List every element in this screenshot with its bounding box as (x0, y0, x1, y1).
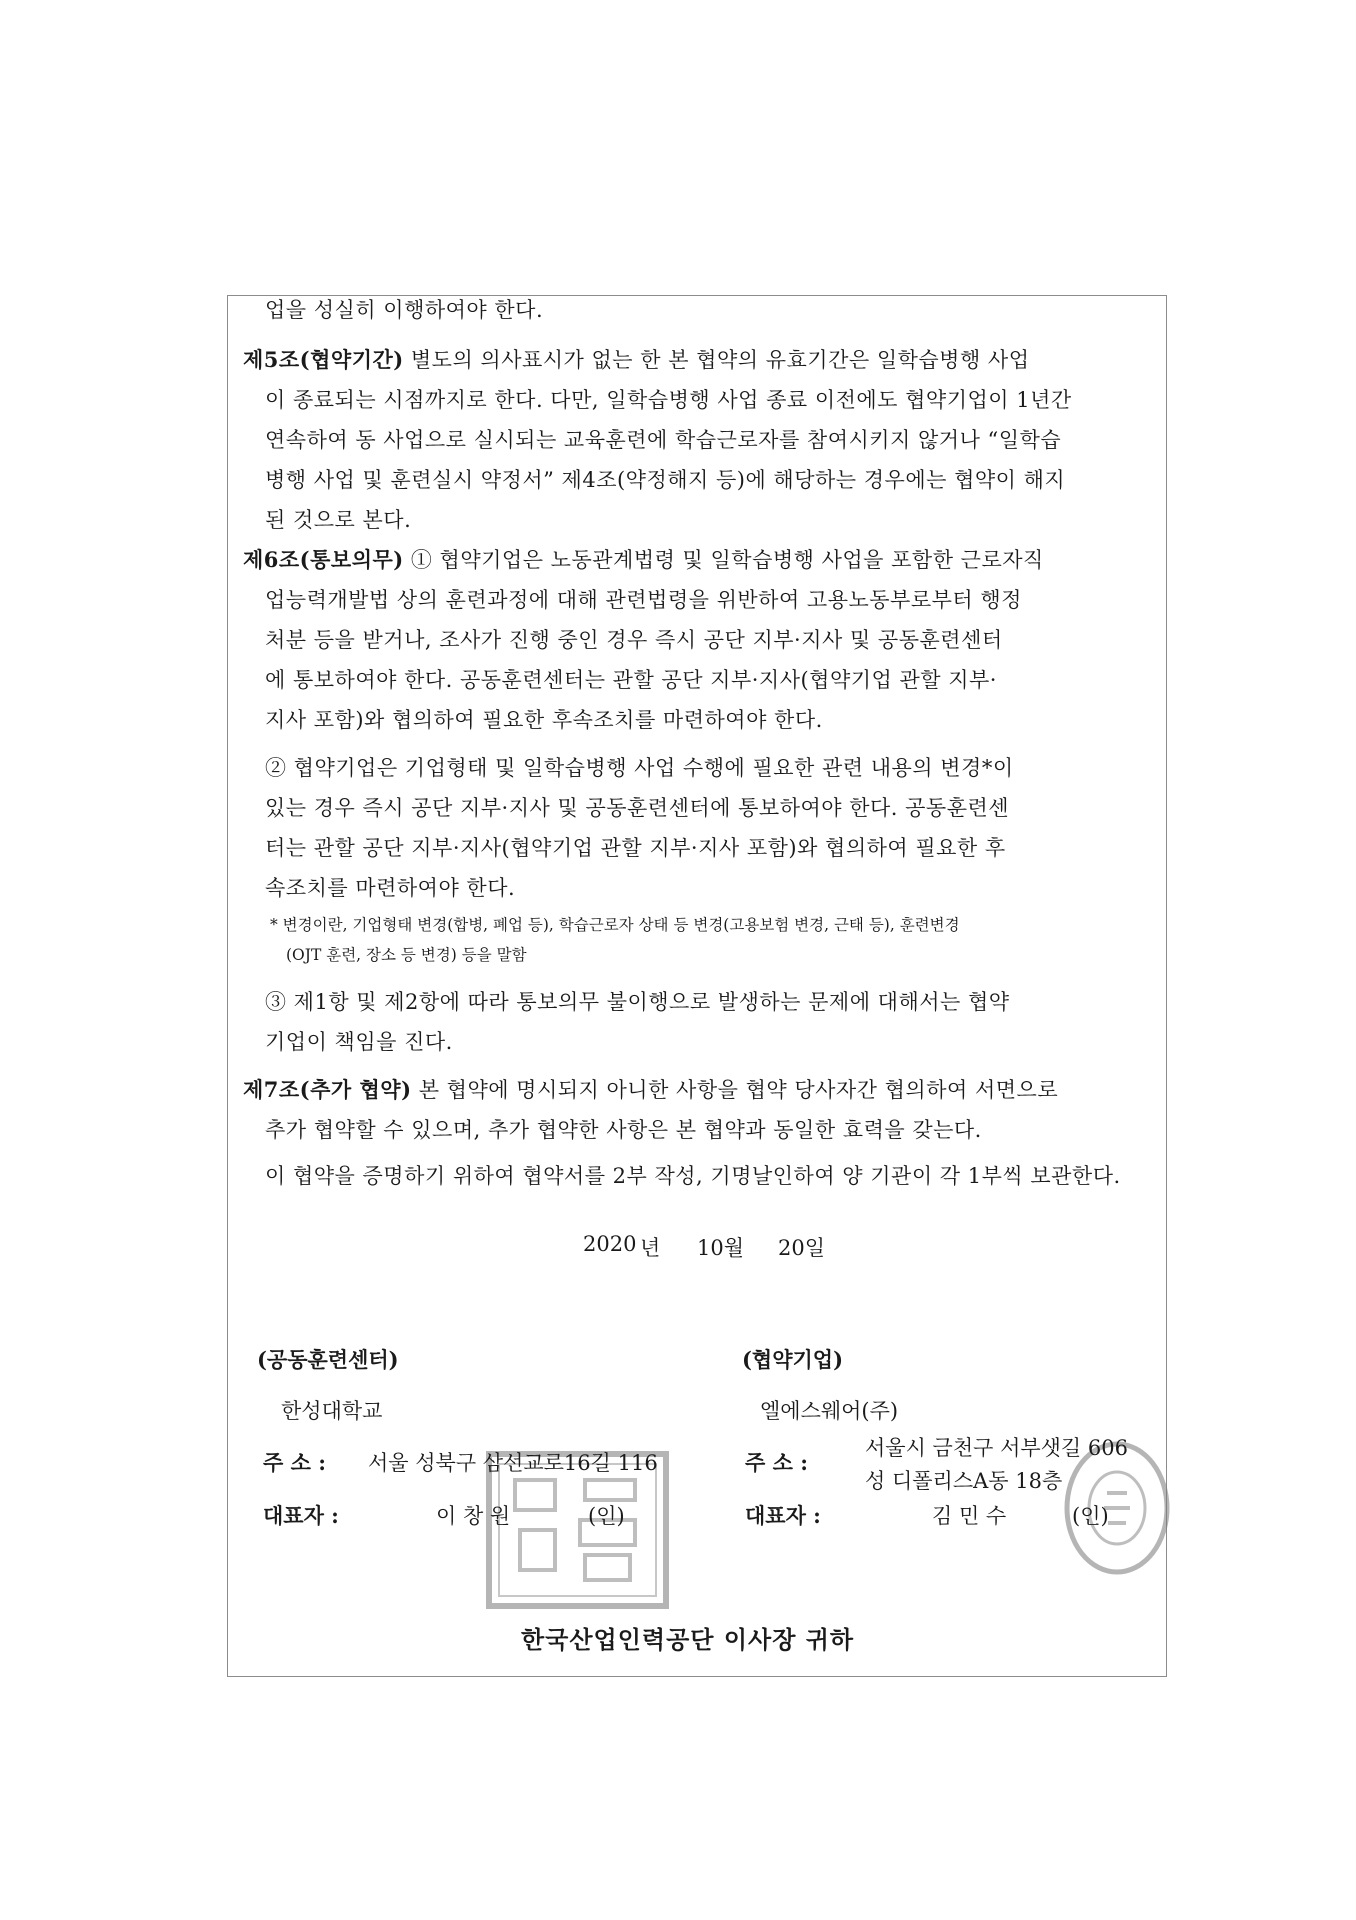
article7-heading: 제7조(추가 협약) (243, 1077, 412, 1102)
left-address-label: 주 소 : (263, 1450, 326, 1475)
left-rep-label: 대표자 : (263, 1503, 339, 1528)
left-seal-mark: (인) (588, 1504, 625, 1528)
article6-para2-line-2: 있는 경우 즉시 공단 지부·지사 및 공동훈련센터에 통보하여야 한다. 공동훈련센 (265, 796, 1010, 820)
article5-heading: 제5조(협약기간) (243, 347, 404, 372)
left-address: 서울 성북구 삼선교로16길 116 (368, 1451, 658, 1475)
continuation-line: 업을 성실히 이행하여야 한다. (265, 298, 544, 322)
article6-para2-line-3: 터는 관할 공단 지부·지사(협약기업 관할 지부·지사 포함)와 협의하여 필요한 후 (265, 836, 1006, 860)
right-seal-mark: (인) (1072, 1504, 1109, 1528)
recipient-line: 한국산업인력공단 이사장 귀하 (521, 1625, 855, 1654)
footnote-line-1: * 변경이란, 기업형태 변경(합병, 폐업 등), 학습근로자 상태 등 변경(고용보험 변경, 근태 등), 훈련변경 (270, 916, 960, 934)
article5-line-3: 연속하여 동 사업으로 실시되는 교육훈련에 학습근로자를 참여시키지 않거나 “일학습 (265, 428, 1062, 452)
article6-para3-line-2: 기업이 책임을 진다. (265, 1030, 453, 1054)
date-month: 10월 (697, 1236, 745, 1260)
article6-line-1: 제6조(통보의무) ① 협약기업은 노동관계법령 및 일학습병행 사업을 포함한 근로자직 (243, 547, 1044, 572)
date-year: 2020 (583, 1232, 637, 1256)
article6-para3-line-1: ③ 제1항 및 제2항에 따라 통보의무 불이행으로 발생하는 문제에 대해서는 협약 (265, 990, 1010, 1014)
right-party-name: 엘에스웨어(주) (760, 1399, 899, 1423)
right-address-line-2: 성 디폴리스A동 18층 (865, 1469, 1063, 1493)
right-address-line-1: 서울시 금천구 서부샛길 606 (865, 1436, 1128, 1460)
right-rep-name: 김 민 수 (932, 1504, 1007, 1528)
article7-line-1: 제7조(추가 협약) 본 협약에 명시되지 아니한 사항을 협약 당사자간 협의하여 서면으로 (243, 1077, 1059, 1102)
left-party-name: 한성대학교 (281, 1399, 383, 1423)
article6-heading: 제6조(통보의무) (243, 547, 404, 572)
article5-line-1: 제5조(협약기간) 별도의 의사표시가 없는 한 본 협약의 유효기간은 일학습병행 사업 (243, 347, 1030, 372)
article6-line-4: 에 통보하여야 한다. 공동훈련센터는 관할 공단 지부·지사(협약기업 관할 지부· (265, 668, 997, 692)
right-rep-label: 대표자 : (745, 1503, 821, 1528)
article6-line-5: 지사 포함)와 협의하여 필요한 후속조치를 마련하여야 한다. (265, 708, 823, 732)
article6-line-2: 업능력개발법 상의 훈련과정에 대해 관련법령을 위반하여 고용노동부로부터 행정 (265, 588, 1022, 612)
date-year-unit: 년 (640, 1236, 661, 1260)
closing-statement: 이 협약을 증명하기 위하여 협약서를 2부 작성, 기명날인하여 양 기관이 각 1부씩 보관한다. (265, 1164, 1121, 1188)
article6-line-3: 처분 등을 받거나, 조사가 진행 중인 경우 즉시 공단 지부·지사 및 공동훈련센터 (265, 628, 1003, 652)
right-address-label: 주 소 : (745, 1450, 808, 1475)
footnote-line-2: (OJT 훈련, 장소 등 변경) 등을 말함 (286, 946, 527, 964)
article5-line-5: 된 것으로 본다. (265, 508, 412, 532)
right-party-title: (협약기업) (742, 1347, 844, 1372)
date-day: 20일 (778, 1236, 826, 1260)
article6-para2-line-4: 속조치를 마련하여야 한다. (265, 876, 516, 900)
article5-line-4: 병행 사업 및 훈련실시 약정서” 제4조(약정해지 등)에 해당하는 경우에는 협약이 해지 (265, 468, 1066, 492)
left-rep-name: 이 창 원 (436, 1504, 511, 1528)
article5-line-2: 이 종료되는 시점까지로 한다. 다만, 일학습병행 사업 종료 이전에도 협약기업이 1년간 (265, 388, 1072, 412)
article7-line-2: 추가 협약할 수 있으며, 추가 협약한 사항은 본 협약과 동일한 효력을 갖는다. (265, 1118, 982, 1142)
article6-para2-line-1: ② 협약기업은 기업형태 및 일학습병행 사업 수행에 필요한 관련 내용의 변경*이 (265, 756, 1014, 780)
left-party-title: (공동훈련센터) (257, 1347, 399, 1372)
